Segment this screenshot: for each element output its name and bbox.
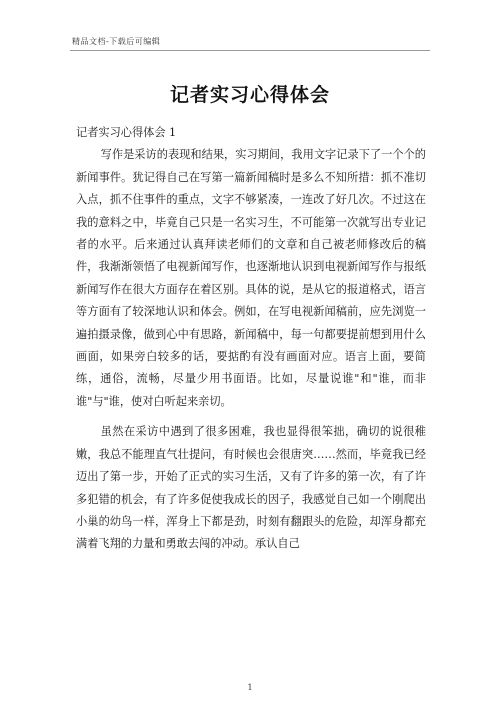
header-note: 精品文档-下载后可编辑 — [72, 37, 161, 46]
document-title: 记者实习心得体会 — [169, 84, 330, 106]
paragraph-2: 虽然在采访中遇到了很多困难，我也显得很笨拙，确切的说很稚嫩，我总不能理直气壮提问，有时候也会很唐突……然而，毕竟我已经迈出了第一步，开始了正式的实习生活，又有了许多的第一次，有了许多犯错的机会，有了许多促使我成长的因子，我感觉自己如一个刚爬出小巢的幼鸟一样，浑身上下都是劲，时刻有翻跟头的危险，却浑身都充满着飞翔的力量和勇敢去闯的冲动。承认自己 — [76, 425, 426, 551]
section-heading: 记者实习心得体会 1 — [76, 126, 177, 139]
paragraph-1: 写作是采访的表现和结果，实习期间，我用文字记录下了一个个的新闻事件。犹记得自己在写第一篇新闻稿时是多么不知所措：抓不准切入点，抓不住事件的重点，文字不够紧凑，一连改了好几次。不过这在我的意料之中，毕竟自己只是一名实习生，不可能第一次就写出专业记者的水平。后来通过认真拜读老师们的文章和自己被老师修改后的稿件，我渐渐领悟了电视新闻写作，也逐渐地认识到电视新闻写作与报纸新闻写作在很大方面存在着区别。具体的说，是从它的报道格式，语言等方面有了较深地认识和体会。例如，在写电视新闻稿前，应先浏览一遍拍摄录像，做到心中有思路，新闻稿中，每一句都要提前想到用什么画面，如果旁白较多的话，要掂酌有没有画面对应。语言上面，要简练，通俗，流畅，尽量少用书面语。比如，尽量说谁"和"谁，而非谁"与"谁，使对白听起来亲切。 — [76, 148, 426, 408]
page-number: 1 — [247, 683, 253, 692]
header-divider — [70, 50, 430, 51]
document-body — [76, 122, 426, 564]
